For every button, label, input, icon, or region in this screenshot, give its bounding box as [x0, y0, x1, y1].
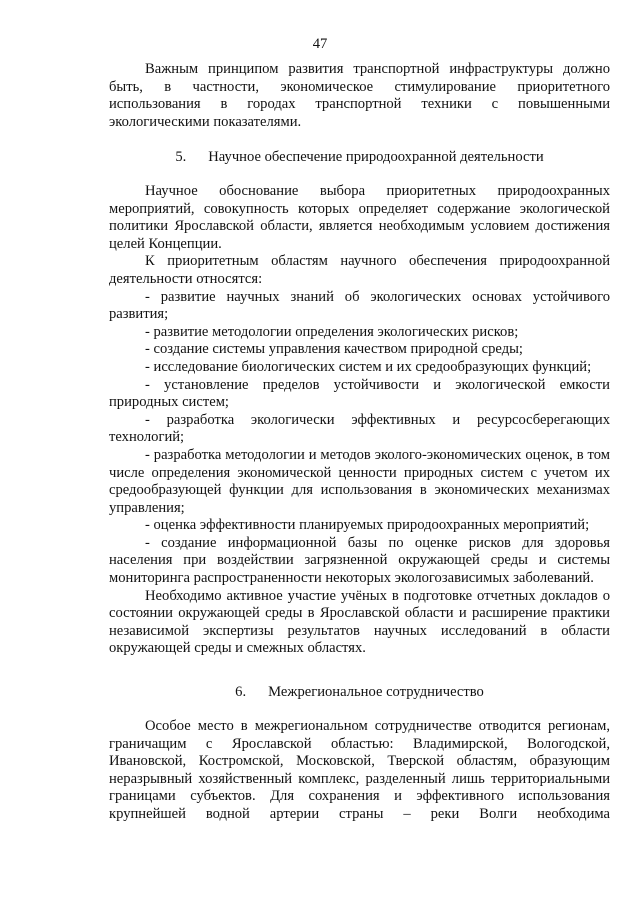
section-5-paragraph-3: Необходимо активное участие учёных в подготовке отчетных докладов о состоянии окружающей среды в Ярославской области и расширение практики независимой экспертизы результатов научных исследований в области окружающей среды и смежных областях.	[109, 587, 610, 657]
section-5-heading	[109, 148, 610, 166]
list-item: - создание информационной базы по оценке рисков для здоровья населения при воздействии загрязненной окружающей среды и системы мониторинга распространенности некоторых экологозависимых заболеваний.	[109, 534, 610, 587]
list-item: - развитие научных знаний об экологических основах устойчивого развития;	[109, 288, 610, 323]
section-6-paragraph-1: Особое место в межрегиональном сотрудничестве отводится регионам, граничащим с Ярославской областью: Владимирской, Вологодской, Ивановской, Костромской, Московской, Тверской областям, образующим неразрывный хозяйственный комплекс, разделенный лишь территориальными границами субъектов. Для сохранения и эффективного использования крупнейшей водной артерии страны – реки Волги необходима	[109, 718, 610, 822]
list-item: - установление пределов устойчивости и экологической емкости природных систем;	[109, 376, 610, 411]
list-item: - оценка эффективности планируемых природоохранных мероприятий;	[145, 517, 590, 534]
list-item: - исследование биологических систем и их средообразующих функций;	[145, 358, 592, 375]
list-item: - развитие методологии определения экологических рисков;	[145, 323, 519, 340]
section-5-paragraph-1: Научное обоснование выбора приоритетных природоохранных мероприятий, совокупность которых определяет содержание экологической политики Ярославской области, является необходимым условием достижения целей Концепции.	[109, 183, 610, 252]
section-5-title: Научное обеспечение природоохранной деятельности	[208, 149, 544, 165]
list-item: - создание системы управления качеством природной среды;	[145, 341, 523, 358]
section-5-number: 5.	[175, 149, 187, 165]
intro-block	[109, 61, 610, 131]
intro-paragraph: Важным принципом развития транспортной инфраструктуры должно быть, в частности, экономическое стимулирование приоритетного использования в городах транспортной техники с повышенными экологическими показателями.	[109, 61, 610, 130]
page-number: 47	[312, 36, 328, 52]
section-6-heading	[109, 683, 610, 701]
section-6-body	[109, 718, 610, 824]
section-6-title: Межрегиональное сотрудничество	[268, 684, 484, 700]
section-6-number: 6.	[235, 684, 247, 700]
list-item: - разработка экологически эффективных и ресурсосберегающих технологий;	[109, 411, 610, 446]
section-5-paragraph-2: К приоритетным областям научного обеспечения природоохранной деятельности относятся:	[109, 253, 610, 287]
section-5-body	[109, 183, 610, 658]
list-item: - разработка методологии и методов эколого-экономических оценок, в том числе определения экономической ценности природных систем с учетом их средообразующей функции для использования в экономических механизмах управления;	[109, 446, 610, 516]
